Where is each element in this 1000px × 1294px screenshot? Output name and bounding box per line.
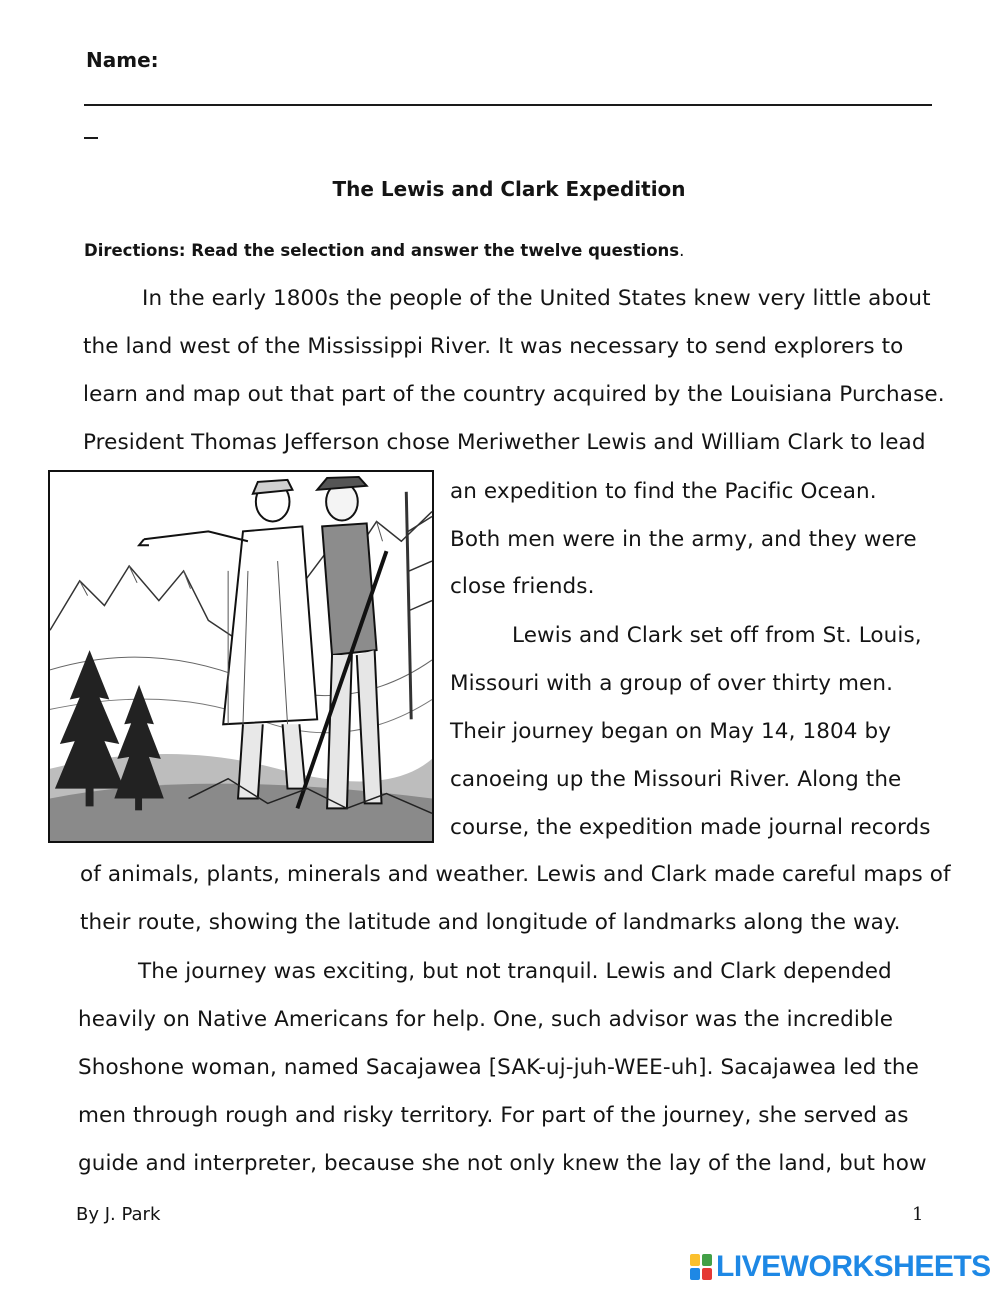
passage-line: guide and interpreter, because she not only knew the lay of the land, but how xyxy=(78,1151,927,1176)
passage-line: heavily on Native Americans for help. One, such advisor was the incredible xyxy=(78,1007,894,1032)
passage-line: In the early 1800s the people of the United States knew very little about xyxy=(142,286,931,311)
directions-period: . xyxy=(679,241,685,260)
directions-text: Directions: Read the selection and answer the twelve questions xyxy=(84,241,680,260)
passage-line: close friends. xyxy=(450,574,595,599)
passage-line: The journey was exciting, but not tranquil. Lewis and Clark depended xyxy=(138,959,892,984)
liveworksheets-wordmark: LIVEWORKSHEETS xyxy=(716,1250,991,1283)
footer-author: By J. Park xyxy=(76,1204,161,1225)
liveworksheets-logo-icon xyxy=(690,1254,712,1280)
passage-line: learn and map out that part of the country acquired by the Louisiana Purchase. xyxy=(83,382,945,407)
passage-line: men through rough and risky territory. For part of the journey, she served as xyxy=(78,1103,909,1128)
name-label: Name: xyxy=(86,48,159,72)
directions xyxy=(84,241,684,260)
passage-line: of animals, plants, minerals and weather. Lewis and Clark made careful maps of xyxy=(80,862,951,887)
liveworksheets-logo xyxy=(690,1250,991,1284)
passage-line: Missouri with a group of over thirty men. xyxy=(450,671,894,696)
name-line-continuation xyxy=(84,137,98,139)
page-number: 1 xyxy=(912,1204,924,1225)
passage-line: the land west of the Mississippi River. It was necessary to send explorers to xyxy=(83,334,904,359)
explorers-drawing xyxy=(50,472,432,841)
worksheet-title: The Lewis and Clark Expedition xyxy=(332,177,686,201)
passage-line: Shoshone woman, named Sacajawea [SAK-uj-juh-WEE-uh]. Sacajawea led the xyxy=(78,1055,919,1080)
passage-line: canoeing up the Missouri River. Along the xyxy=(450,767,902,792)
passage-line: President Thomas Jefferson chose Meriwether Lewis and William Clark to lead xyxy=(83,430,926,455)
passage-line: their route, showing the latitude and longitude of landmarks along the way. xyxy=(80,910,901,935)
passage-line: an expedition to find the Pacific Ocean. xyxy=(450,479,877,504)
explorers-illustration xyxy=(48,470,434,843)
passage-line: Lewis and Clark set off from St. Louis, xyxy=(512,623,922,648)
passage-line: Their journey began on May 14, 1804 by xyxy=(450,719,892,744)
passage-line: Both men were in the army, and they were xyxy=(450,527,917,552)
passage-line: course, the expedition made journal records xyxy=(450,815,931,840)
name-answer-line[interactable] xyxy=(84,104,932,106)
